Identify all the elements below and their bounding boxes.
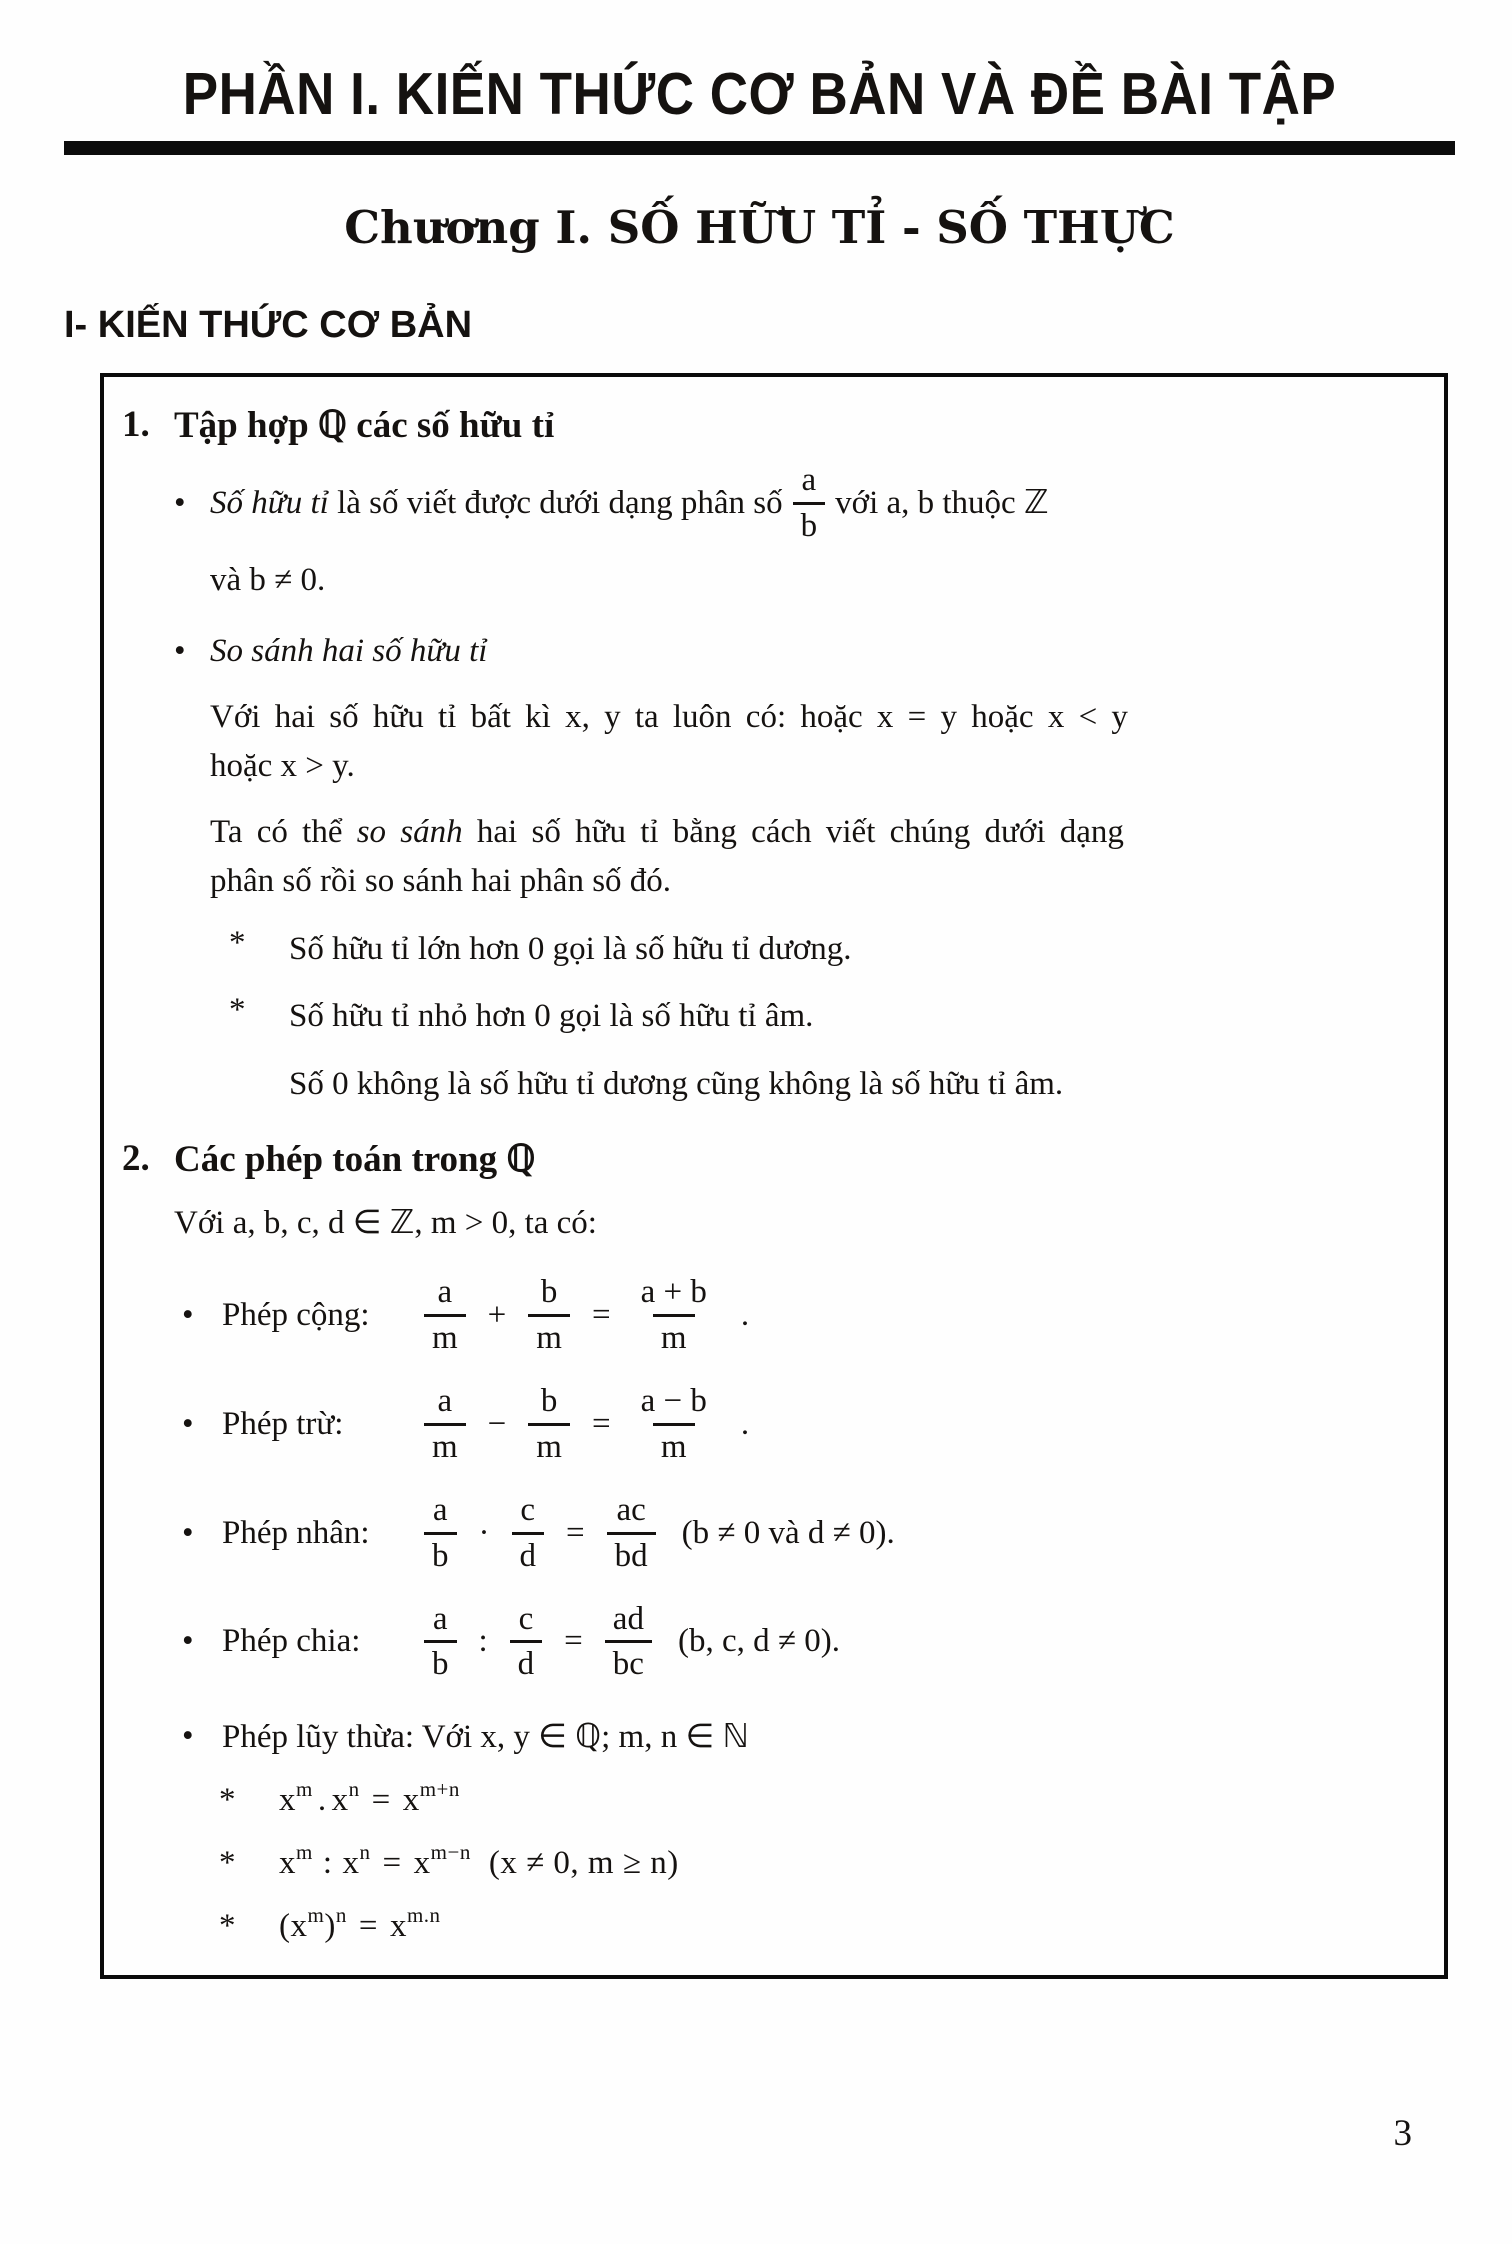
math-paren: ( — [279, 1908, 291, 1945]
math-exponent: n — [359, 1840, 371, 1865]
inline-fraction — [793, 461, 826, 546]
bullet-icon: • — [182, 1717, 194, 1754]
fraction-denominator: d — [510, 1640, 543, 1684]
item-number: 1. — [122, 404, 150, 445]
math-base: x — [402, 1782, 420, 1819]
fraction-denominator: m — [653, 1314, 695, 1358]
math-equals: = — [566, 1514, 585, 1551]
math-tail: . — [740, 1405, 750, 1442]
math-tail: (b ≠ 0 và d ≠ 0). — [681, 1514, 895, 1551]
bullet-icon: • — [182, 1296, 194, 1333]
fraction-numerator: c — [520, 1491, 536, 1528]
topic-item-1 — [122, 403, 1416, 1109]
fraction-numerator: a — [432, 1600, 448, 1637]
chapter-title: Chương I. SỐ HỮU TỈ - SỐ THỰC — [344, 201, 1175, 254]
fraction-denominator: m — [424, 1314, 466, 1358]
paragraph-line — [210, 808, 1416, 858]
math-exponent: m.n — [406, 1903, 441, 1928]
power-intro-line — [182, 1716, 1416, 1756]
definition-continuation: và b ≠ 0. — [210, 561, 326, 598]
math-fraction — [633, 1273, 715, 1358]
math-fraction — [528, 1382, 570, 1467]
power-rule-product — [219, 1777, 1416, 1819]
operation-addition — [182, 1273, 1416, 1358]
math-equals: = — [564, 1623, 583, 1660]
fraction-denominator: d — [512, 1532, 545, 1576]
math-tail: (b, c, d ≠ 0). — [677, 1623, 840, 1660]
math-exponent: m — [296, 1777, 313, 1802]
fraction-numerator: a — [432, 1491, 448, 1528]
math-exponent: m — [296, 1840, 313, 1865]
math-tail: . — [740, 1296, 750, 1333]
math-operator: · — [478, 1514, 490, 1551]
math-fraction — [424, 1600, 457, 1685]
star-icon: * — [219, 1782, 236, 1819]
math-operator: . — [317, 1782, 327, 1819]
operation-label: Phép cộng: — [222, 1296, 370, 1333]
definition-text: là số viết được dưới dạng phân số — [337, 484, 783, 521]
item-title: Tập hợp ℚ các số hữu tỉ — [174, 405, 555, 446]
definition-text-after: với a, b thuộc ℤ — [835, 484, 1049, 521]
fraction-numerator: ac — [616, 1491, 646, 1528]
paragraph-line: Với hai số hữu tỉ bất kì x, y ta luôn có: hoặc x = y hoặc x < y — [210, 698, 1128, 735]
math-base: x — [342, 1845, 360, 1882]
power-intro-text: Phép lũy thừa: Với x, y ∈ ℚ; m, n ∈ ℕ — [222, 1719, 749, 1756]
math-operator: : — [478, 1623, 488, 1660]
paragraph-line: hoặc x > y. — [210, 748, 355, 785]
star-note-text: Số hữu tỉ lớn hơn 0 gọi là số hữu tỉ dương. — [289, 930, 852, 967]
fraction-numerator: ad — [612, 1600, 644, 1637]
fraction-numerator: a − b — [640, 1382, 707, 1419]
operation-subtraction — [182, 1382, 1416, 1467]
fraction-numerator: a — [437, 1273, 453, 1310]
power-rule-power-of-power — [219, 1903, 1416, 1945]
star-icon: * — [229, 924, 246, 961]
bullet-icon: • — [174, 484, 186, 521]
power-rule-quotient — [219, 1840, 1416, 1882]
math-base: x — [290, 1908, 308, 1945]
fraction-denominator: b — [424, 1532, 457, 1576]
operation-label: Phép chia: — [222, 1623, 361, 1660]
fraction-numerator: a — [801, 462, 817, 498]
fraction-denominator: bd — [607, 1532, 656, 1576]
fraction-denominator: m — [528, 1423, 570, 1467]
math-base: x — [331, 1782, 349, 1819]
compare-title: So sánh hai số hữu tỉ — [210, 633, 488, 670]
math-fraction — [607, 1491, 656, 1576]
fraction-denominator: m — [528, 1314, 570, 1358]
math-operator: : — [322, 1845, 333, 1882]
compare-paragraph-1 — [210, 693, 1416, 792]
title-rule — [64, 141, 1455, 155]
fraction-denominator: m — [653, 1423, 695, 1467]
topic-item-2 — [122, 1137, 1416, 1945]
math-equals: = — [382, 1845, 402, 1882]
power-math — [279, 1903, 441, 1945]
power-math — [279, 1840, 679, 1882]
definition-line — [174, 461, 1416, 546]
star-note-positive — [229, 925, 1416, 975]
math-fraction — [424, 1273, 466, 1358]
math-fraction — [605, 1600, 652, 1685]
math-operator: + — [487, 1296, 507, 1333]
paragraph-italic: so sánh — [356, 813, 463, 850]
paragraph-text: Ta có thể — [210, 813, 343, 850]
compare-paragraph-2 — [210, 808, 1416, 907]
math-equals: = — [371, 1782, 391, 1819]
math-equals: = — [358, 1908, 378, 1945]
topic-2-title-row — [122, 1137, 1416, 1181]
math-operator: − — [487, 1405, 507, 1442]
fraction-numerator: b — [540, 1273, 558, 1310]
bullet-icon: • — [182, 1405, 194, 1442]
fraction-numerator: c — [518, 1600, 534, 1637]
fraction-denominator: bc — [605, 1640, 652, 1684]
star-icon: * — [229, 992, 246, 1029]
paragraph-line: phân số rồi so sánh hai phân số đó. — [210, 863, 672, 900]
star-icon: * — [219, 1908, 236, 1945]
zero-note: Số 0 không là số hữu tỉ dương cũng không là số hữu tỉ âm. — [289, 1065, 1064, 1102]
math-base: x — [389, 1908, 407, 1945]
math-base: x — [279, 1845, 296, 1882]
star-icon: * — [219, 1845, 236, 1882]
math-equals: = — [591, 1405, 611, 1442]
math-exponent: m−n — [430, 1840, 471, 1865]
operation-division — [182, 1600, 1416, 1685]
fraction-denominator: b — [424, 1640, 457, 1684]
page-number: 3 — [1393, 2113, 1412, 2154]
math-exponent: m+n — [419, 1777, 460, 1802]
math-tail: (x ≠ 0, m ≥ n) — [488, 1845, 679, 1882]
math-fraction — [512, 1491, 545, 1576]
fraction-denominator: b — [793, 502, 826, 546]
operations-intro: Với a, b, c, d ∈ ℤ, m > 0, ta có: — [174, 1205, 597, 1242]
item-title: Các phép toán trong ℚ — [174, 1139, 536, 1181]
power-math — [279, 1777, 478, 1819]
knowledge-box — [100, 373, 1448, 1979]
math-exponent: n — [335, 1903, 347, 1928]
part-title: PHẦN I. KIẾN THỨC CƠ BẢN VÀ ĐỀ BÀI TẬP — [182, 61, 1337, 128]
item-number: 2. — [122, 1138, 150, 1180]
operation-label: Phép trừ: — [222, 1405, 344, 1442]
star-note-negative — [229, 992, 1416, 1042]
math-exponent: n — [348, 1777, 360, 1802]
paragraph-text: hai số hữu tỉ bằng cách viết chúng dưới dạng — [476, 813, 1124, 850]
math-fraction — [510, 1600, 543, 1685]
operation-label: Phép nhân: — [222, 1514, 370, 1551]
bullet-icon: • — [174, 633, 186, 670]
math-fraction — [528, 1273, 570, 1358]
definition-lead: Số hữu tỉ — [210, 484, 329, 521]
math-fraction — [633, 1382, 715, 1467]
math-base: x — [279, 1782, 296, 1819]
star-note-text: Số hữu tỉ nhỏ hơn 0 gọi là số hữu tỉ âm. — [289, 998, 814, 1035]
math-base: x — [413, 1845, 431, 1882]
fraction-numerator: b — [540, 1382, 558, 1419]
math-fraction — [424, 1382, 466, 1467]
compare-bullet-line — [174, 627, 1416, 677]
fraction-numerator: a — [437, 1382, 453, 1419]
fraction-denominator: m — [424, 1423, 466, 1467]
topic-1-title-row — [122, 403, 1416, 447]
operation-multiplication — [182, 1491, 1416, 1576]
bullet-icon: • — [182, 1623, 194, 1660]
fraction-numerator: a + b — [640, 1273, 707, 1310]
math-exponent: m — [307, 1903, 325, 1928]
math-fraction — [424, 1491, 457, 1576]
math-paren: ) — [324, 1908, 336, 1945]
section-heading: I- KIẾN THỨC CƠ BẢN — [64, 304, 473, 346]
math-equals: = — [591, 1296, 611, 1333]
bullet-icon: • — [182, 1514, 194, 1551]
